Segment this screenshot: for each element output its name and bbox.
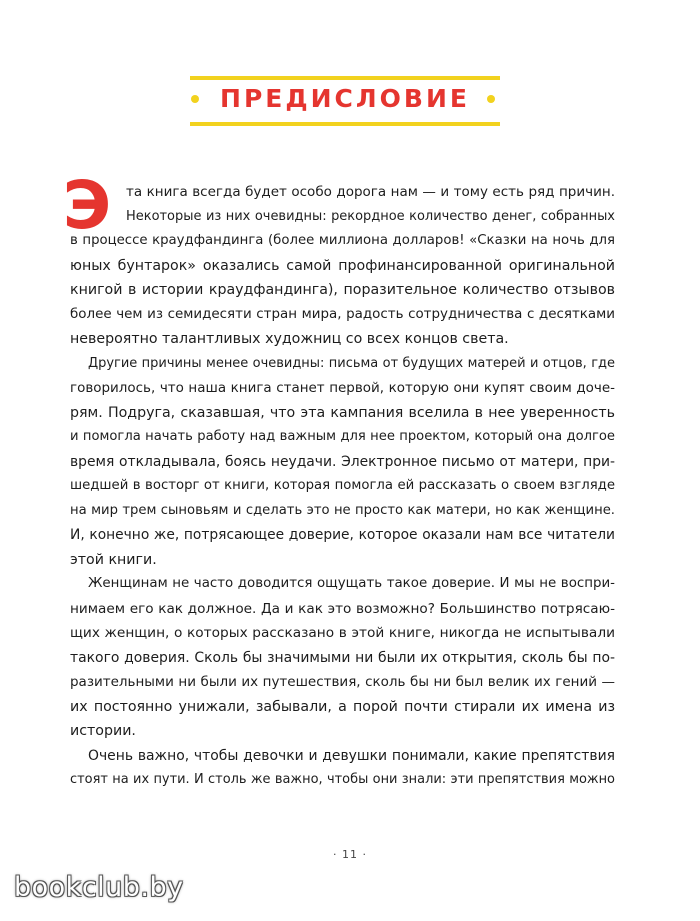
page-number: · 11 · xyxy=(333,848,367,861)
text-line: Некоторые из них очевидны: рекордное количество денег, собранных xyxy=(126,208,615,224)
chapter-title: ПРЕДИСЛОВИЕ xyxy=(220,84,470,113)
text-line: истории. xyxy=(70,723,136,739)
watermark-logo: bookclub.by xyxy=(14,872,184,903)
text-line: невероятно талантливых художниц со всех концов света. xyxy=(70,331,509,347)
text-line: нимаем его как должное. Да и как это возможно? Большинство потрясаю- xyxy=(70,600,615,617)
text-line: более чем из семидесяти стран мира, радость сотрудничества с десятками xyxy=(70,306,615,322)
heading-right-dot xyxy=(487,95,495,103)
text-line: Другие причины менее очевидны: письма от будущих матерей и отцов, где xyxy=(88,355,615,371)
heading-top-rule xyxy=(190,76,500,80)
chapter-heading xyxy=(190,76,500,130)
drop-cap: Э xyxy=(62,167,112,244)
text-line: говорилось, что наша книга станет первой, которую они купят своим доче- xyxy=(70,380,615,396)
heading-left-dot xyxy=(191,95,199,103)
text-line: их постоянно унижали, забывали, а порой почти стирали их имена из xyxy=(70,698,615,715)
text-line: щих женщин, о которых рассказано в этой книге, никогда не испытывали xyxy=(70,625,615,641)
text-line: разительными ни были их путешествия, сколь бы ни был велик их гений — xyxy=(70,674,615,690)
text-line: книгой в истории краудфандинга), поразительное количество отзывов xyxy=(70,282,615,298)
heading-bottom-rule xyxy=(190,122,500,126)
text-line: такого доверия. Сколь бы значимыми ни были их открытия, сколь бы по- xyxy=(70,649,615,666)
text-line: и помогла начать работу над важным для нее проектом, который она долгое xyxy=(70,429,615,444)
text-line: стоят на их пути. И столь же важно, чтобы они знали: эти препятствия можно xyxy=(70,772,615,787)
text-line: этой книги. xyxy=(70,551,157,568)
body-text xyxy=(70,180,615,793)
text-line: юных бунтарок» оказались самой профинансированной оригинальной xyxy=(70,257,615,274)
text-line: шедшей в восторг от книги, которая помогла ей рассказать о своем взгляде xyxy=(70,478,615,493)
text-line: Очень важно, чтобы девочки и девушки понимали, какие препятствия xyxy=(88,747,615,764)
text-line: в процессе краудфандинга (более миллиона долларов! «Сказки на ночь для xyxy=(70,233,615,248)
text-line: рям. Подруга, сказавшая, что эта кампания вселила в нее уверенность xyxy=(70,404,615,421)
text-line: время откладывала, боясь неудачи. Электронное письмо от матери, при- xyxy=(70,453,615,470)
text-line: на мир трем сыновьям и сделать это не просто как матери, но как женщине. xyxy=(70,502,615,518)
text-line: Женщинам не часто доводится ощущать такое доверие. И мы не воспри- xyxy=(88,576,615,591)
text-line: та книга всегда будет особо дорога нам — и тому есть ряд причин. xyxy=(126,184,615,200)
text-line: И, конечно же, потрясающее доверие, которое оказали нам все читатели xyxy=(70,527,615,543)
